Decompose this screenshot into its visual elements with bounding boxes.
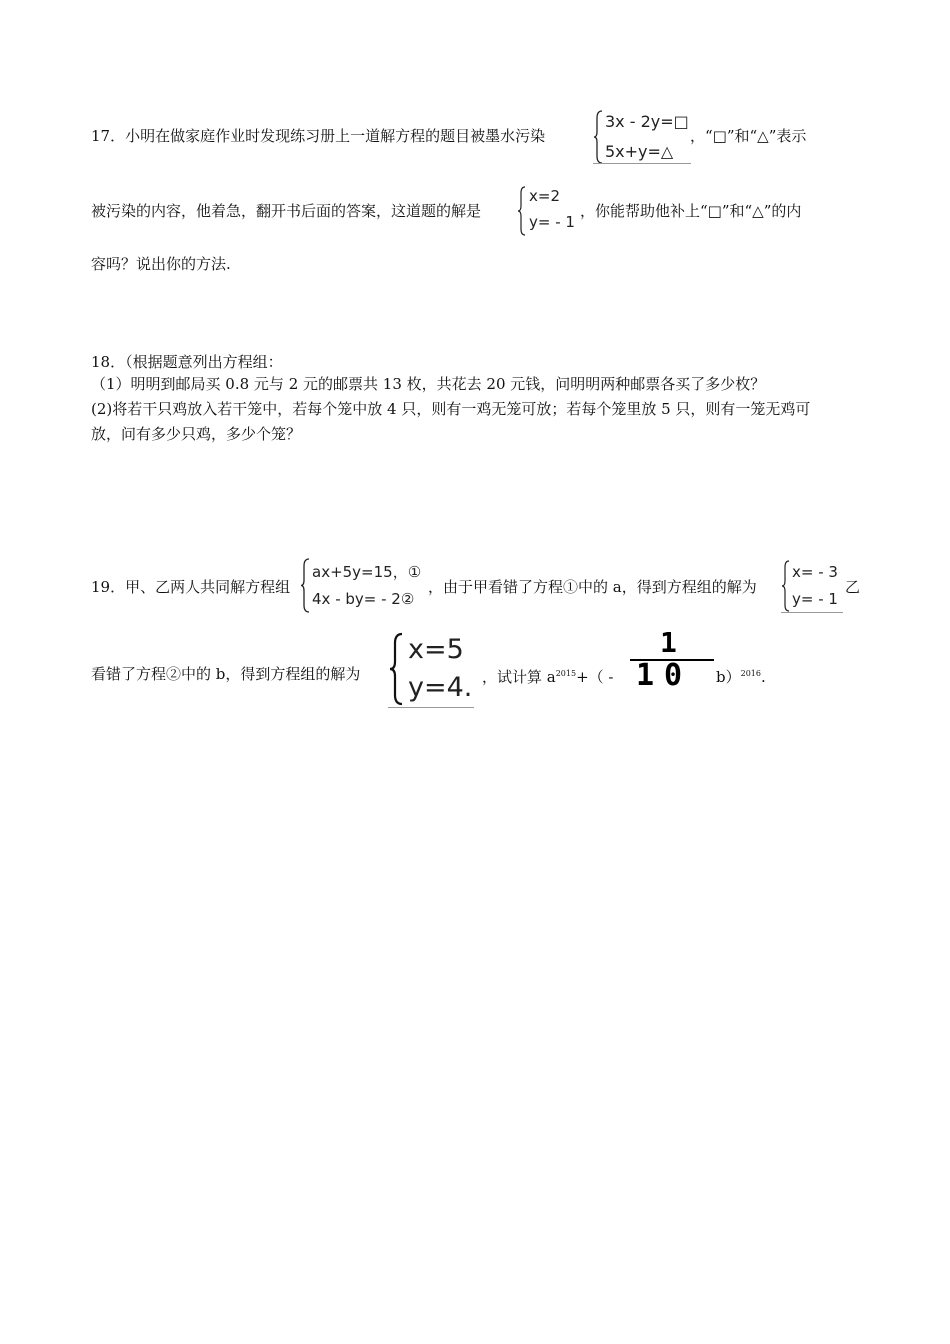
- q17-line1-tail: ，“□”和“△”表示: [690, 127, 807, 145]
- q17-system-underline: [593, 163, 691, 164]
- q19-end: .: [760, 668, 766, 686]
- q17-solution-eq2: y= - 1: [529, 213, 575, 231]
- q19-line2: [91, 664, 360, 684]
- left-brace-icon: [517, 186, 526, 236]
- q17-system-eq2: 5x+y=△: [605, 142, 674, 161]
- q18-part2-line1: (2)将若干只鸡放入若干笼中，若每个笼中放 4 只，则有一鸡无笼可放；若每个笼里放 5 只，则有一笼无鸡可: [91, 400, 811, 418]
- q17-line1: [91, 126, 545, 146]
- q19-yi-eq1: x=5: [408, 634, 464, 665]
- left-brace-icon: [300, 558, 310, 613]
- q19-line2-mid: [482, 664, 613, 687]
- q19-yi-underline: [388, 707, 474, 708]
- q19-plus-part: +（ -: [576, 668, 614, 686]
- q17-line3: 容吗？说出你的方法.: [91, 255, 231, 273]
- q19-b-part: b）: [716, 668, 741, 686]
- q19-jia-eq1: x= - 3: [792, 563, 838, 581]
- q19-yi-eq2: y=4.: [408, 672, 473, 703]
- q18-part2-line2: 放，问有多少只鸡，多少个笼？: [91, 425, 302, 443]
- q17-line2: [91, 201, 481, 221]
- q17-line2-tail: ，你能帮助他补上“□”和“△”的内: [580, 202, 802, 220]
- q19-line1-tail: 乙: [845, 578, 861, 596]
- q18-title: 18．（根据题意列出方程组：: [91, 353, 283, 371]
- q18-part1: （1）明明到邮局买 0.8 元与 2 元的邮票共 13 枚，共花去 20 元钱，问明明两种邮票各买了多少枚？: [91, 375, 766, 393]
- q19-frac-num: 1: [660, 626, 677, 659]
- q19-line2-text: 看错了方程②中的 b，得到方程组的解为: [91, 665, 361, 683]
- q19-system-eq1: ax+5y=15，①: [312, 563, 422, 581]
- q19-frac-den: 10: [636, 658, 693, 693]
- q19-jia-solution: [781, 560, 847, 614]
- q17-solution: [517, 186, 587, 238]
- left-brace-icon: [388, 632, 404, 706]
- q19-line1-text: 19．甲、乙两人共同解方程组: [91, 578, 291, 596]
- left-brace-icon: [781, 560, 790, 612]
- q17-system: [593, 110, 703, 165]
- q19-jia-underline: [781, 612, 843, 613]
- q19-jia-eq2: y= - 1: [792, 590, 838, 608]
- q19-yi-solution: [388, 632, 478, 708]
- q19-line1-mid: ，由于甲看错了方程①中的 a，得到方程组的解为: [428, 578, 757, 596]
- q17-solution-eq1: x=2: [529, 187, 560, 205]
- q19-system: [300, 558, 430, 614]
- q17-system-eq1: 3x - 2y=□: [605, 112, 689, 131]
- left-brace-icon: [593, 110, 603, 164]
- q17-line2-text: 被污染的内容，他着急，翻开书后面的答案，这道题的解是: [91, 202, 482, 220]
- q19-line1: [91, 577, 290, 597]
- q19-line2-tail: [716, 664, 766, 687]
- q19-line2-mid-text: ，试计算 a: [482, 668, 556, 686]
- q19-fraction: [630, 626, 714, 693]
- q19-system-eq2: 4x - by= - 2②: [312, 590, 415, 608]
- q19-exp2: 2016: [740, 669, 761, 678]
- q19-exp1: 2015: [555, 669, 577, 678]
- q17-line1-text: 17．小明在做家庭作业时发现练习册上一道解方程的题目被墨水污染: [91, 127, 546, 145]
